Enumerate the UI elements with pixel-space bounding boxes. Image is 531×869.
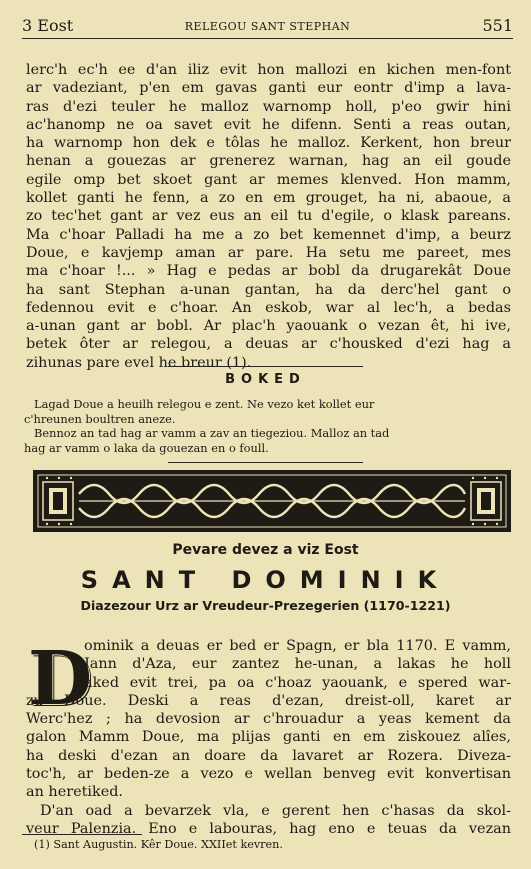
feast-date-heading: Pevare devez a viz Eost <box>172 542 359 558</box>
text-line: veur Palenzia. Eno e labouras, hag eno e teuas da vezan <box>26 820 511 837</box>
boked-heading: BOKED <box>225 372 306 387</box>
text-line: a-unan gant ar bobl. Ar plac'h yaouank o vezan êt, hi ive, <box>26 318 511 335</box>
section-divider <box>168 366 363 367</box>
text-line: Ma c'hoar Palladi ha me a zo bet kemennet d'imp, a beurz <box>26 226 511 243</box>
text-line: ominik a deuas er bed er Spagn, er bla 1170. E vamm, <box>84 638 511 654</box>
text-line: toc'h, ar beden-ze a vezo e wellan benveg evit konvertisan <box>26 766 511 783</box>
text-line: aked evit trei, pa oa c'hoaz yaouank, e spered war- <box>84 674 511 691</box>
saint-subtitle: Diazezour Urz ar Vreudeur-Prezegerien (1170-1221) <box>80 598 451 613</box>
dominik-paragraph <box>26 637 511 838</box>
saint-name-heading: SANT DOMINIK <box>80 566 451 594</box>
text-line: hag ar vamm o laka da gouezan en o foull. <box>24 440 269 455</box>
text-line: zihunas pare evel he breur (1). <box>26 354 252 371</box>
text-line: galon Mamm Doue, ma plijas ganti en em ziskouez alîes, <box>26 729 511 746</box>
decorative-band <box>33 470 511 532</box>
text-line: D'an oad a bevarzek vla, e gerent hen c'hasas da skol- <box>40 802 511 819</box>
text-line: ha warnomp hon dek e tôlas he malloz. Kerkent, hon breur <box>26 135 511 152</box>
running-header <box>22 16 513 39</box>
text-line: Bennoz an tad hag ar vamm a zav an tiegeziou. Malloz an tad <box>34 426 390 441</box>
footnote: (1) Sant Augustin. Kêr Doue. XXIIet kevren. <box>34 838 283 851</box>
text-line: Lagad Doue a heuilh relegou e zent. Ne vezo ket kollet eur <box>34 397 375 411</box>
text-line: Doue, e kavjemp aman ar pare. Ha setu me pareet, mes <box>26 244 511 261</box>
text-line: fedennou evit e c'hoar. An eskob, war al lec'h, a bedas <box>26 299 511 316</box>
text-line: lerc'h ec'h ee d'an iliz evit hon mallozi en kichen men-font <box>26 62 511 78</box>
knotwork-ornament <box>35 472 509 530</box>
text-line: egile omp bet skoet gant ar memes klenved. Hon mamm, <box>26 171 511 188</box>
text-line: zo tec'het gant ar vez eus an eil tu d'egile, o klask pareans. <box>26 208 511 225</box>
drop-cap-letter: D <box>28 636 93 722</box>
text-line: ac'hanomp ne oa savet evit he difenn. Senti a reas outan, <box>26 116 511 133</box>
text-line: ma c'hoar !... » Hag e pedas ar bobl da drugarekât Doue <box>26 263 511 280</box>
text-line: Jann d'Aza, eur zantez he-unan, a lakas he holl <box>84 656 511 673</box>
top-paragraph <box>26 61 511 372</box>
text-line: an heretiked. <box>26 784 124 801</box>
text-line: c'hreunen boultren aneze. <box>24 411 176 426</box>
boked-text <box>24 397 511 455</box>
text-line: betek ôter ar relegou, a deuas ar c'housked d'ezi hag a <box>26 336 511 353</box>
footnote-divider <box>22 834 142 835</box>
text-line: ha deski d'ezan an doare da lavaret ar Rozera. Diveza- <box>26 747 511 764</box>
header-title: RELEGOU SANT STEPHAN <box>184 20 351 33</box>
section-divider <box>168 462 363 463</box>
text-line: ar vadeziant, p'en em gavas ganti eur eontr d'imp a lava- <box>26 80 511 97</box>
header-date: 3 Eost <box>22 16 74 35</box>
text-line: henan a gouezas ar grenerez warnan, hag an eil goude <box>26 153 511 170</box>
page-number: 551 <box>482 16 513 35</box>
text-line: ha sant Stephan a-unan gantan, ha da derc'hel gant o <box>26 281 511 298</box>
text-line: Werc'hez ; ha devosion ar c'hrouadur a yeas kement da <box>26 711 511 728</box>
text-line: kollet ganti he fenn, a zo en em grouget, ha ni, abaoue, a <box>26 190 511 207</box>
text-line: ras d'ezi teuler he malloz warnomp holl, p'eo gwir hini <box>26 98 511 115</box>
text-line: zu Doue. Deski a reas d'ezan, dreist-oll, karet ar <box>26 692 511 709</box>
